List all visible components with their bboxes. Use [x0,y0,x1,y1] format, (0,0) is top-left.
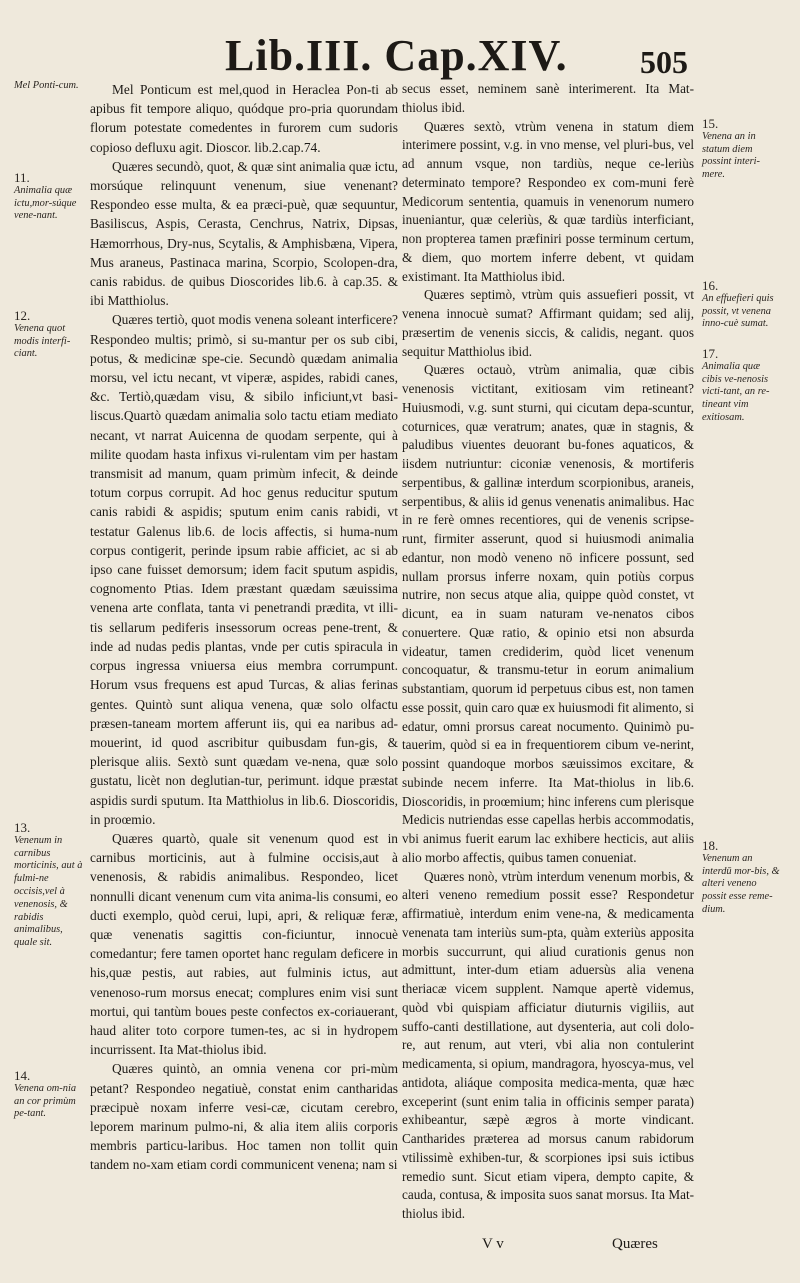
margin-note-right [702,840,782,917]
paragraph: Quæres sextò, vtrùm venena in statum diem interimere possint, v.g. in vno mense, vel pluri-bus, vel ad annum vsque, non tardiùs, neque ce-leriùs determinato tempore? Respondeo ex com-muni ferè Medicorum sententia, quamuis in venenorum numero inueniantur, quæ celeriùs, & quæ tardiùs interficiant, non propterea tamen præfiniri posse terminum certum, & diem, quo mortem inferre debent, vt quidam existimant. Ita Matthiolus ibid. [402,118,694,284]
margin-note-left [14,80,84,93]
page-number: 505 [640,44,688,80]
left-text-column [90,80,398,1175]
paragraph: Mel Ponticum est mel,quod in Heraclea Pon-ti ab apibus fit tempore aliquo, quódque pro-pria quorundam florum potestate comedentes in furorem cum sudoris copioso defluxu agit. Dioscor. lib.2.cap.74. [90,82,398,155]
paragraph: Quæres septimò, vtrùm quis assuefieri possit, vt venena innocuè sumat? Affirmant quidam; sed alij, præsertim de venenis siccis, & calidis, negant. quos sequitur Matthiolus ibid. [402,287,694,359]
margin-note-left [14,822,84,950]
paragraph: Quæres quintò, an omnia venena cor pri-mùm petant? Respondeo negatiuè, constat enim cantharidas præcipuè noxam inferre vesi-cæ, cicutam cerebro, leporem marinum pulmo-ni, & alia item aliis corporis membris particu-laribus. Hoc tamen non tollit quin tandem no-xam etiam cordi communicent venena; nam si [90,1061,398,1173]
margin-note-text: Venena om-nia an cor primùm pe-tant. [14,1082,77,1120]
margin-note-number: 15. [702,116,719,131]
margin-note-number: 16. [702,278,719,293]
margin-note-left [14,172,84,223]
margin-note-number: 14. [14,1068,31,1083]
margin-note-right [702,118,782,182]
margin-note-right [702,280,782,331]
margin-note-number: 17. [702,346,719,361]
running-title: Lib.III. Cap.XIV. [225,31,568,80]
paragraph: Quæres tertiò, quot modis venena soleant interficere? Respondeo multis; primò, si su-mantur per os sub cibi, potus, & medicinæ spe-cie. Secundò quædam animalia morsu, vel ictu necant, vt viperæ, aspides, rabidi canes, &c. Tertiò,quædam visu, & sibilo inficiunt,vt basi-liscus.Quartò quædam animalia solo tactu etiam mediato necant, vt narrat Auicenna de quodam serpente, qui à milite quodam hasta infixus vi-rulentam vim per hastam transmisit ad manum, quam primùm infecit, & deinde totum corpus corrupit. Ad hoc genus reducitur sputum canis rabidi & aspidis; sputum enim canis rabidi, vt testatur Galenus lib.6. de locis affectis, si huma-num corpus contigerit, perinde ipsum rabie afficiet, ac si ab ipso cane fuisset demorsum; idem facit sputum aspidis, cognomento Ptias. Idem præstant quædam sæuissima venena arte conflata, tanta vi penetrandi prædita, vt illi-tis sellarum pediferis insessorum ocreas pene-trent, & inde ad nudas pedis plantas, vnde per cutis spiracula in corpus ingressa vniuersa eius membra corrumpunt. Horum vsus frequens est apud Turcas, & alias ferinas gentes. Quintò sunt aliqua venena, quæ solo olfactu præsen-taneam mortem afferunt iis, qui ea naribus ad-mouerint, id quod ascribitur quibusdam fun-gis, & plerisque aliis. Sextò sunt quædam ve-nena, quæ solo gustatu, licèt non deglutian-tur, perimunt. idque præstat aspidis surdi sputum. Ita Matthiolus in lib.6. Dioscoridis, in proœmio. [90,312,398,827]
margin-note-text: Mel Ponti-cum. [14,80,79,91]
margin-note-text: Venena an in statum diem possint interi-mere. [702,130,761,181]
margin-note-right [702,348,782,425]
paragraph: secus esset, neminem sanè interimerent. Ita Mat-thiolus ibid. [402,81,694,115]
margin-note-number: 18. [702,838,719,853]
margin-note-left [14,310,84,361]
paragraph: Quæres quartò, quale sit venenum quod est in carnibus morticinis, aut à fulmine occisis,aut à venenosis, & rabidis animalibus. Respondeo, licet nonnulli dicant venenum cum vita anima-lis consumi, eo ducti exemplo, quòd cerui, lupi, apri, & reliquæ feræ, quæ venenatis sagittis con-ficiuntur, innocuè comedantur; fere tamen oportet hanc regulam deficere in his,quæ pestis, aut rabies, aut fulminis ictus, aut venenoso-rum morsus enecat; complures enim visi sunt mortui, qui tantùm boues peste confectos ex-coriauerant, haud aliter toto corpore tumen-tes, ac si in hydropem incurrissent. Ita Mat-thiolus ibid. [90,830,398,1058]
margin-note-text: Animalia quæ ictu,mor-súque vene-nant. [14,184,77,222]
margin-note-text: An effuefieri quis possit, vt venena inno-cuè sumat. [702,292,774,330]
margin-note-number: 12. [14,308,31,323]
margin-note-text: Venenum in carnibus morticinis, aut à fulmi-ne occisis,vel à venenosis, & rabidis animalibus, quale sit. [14,834,83,949]
right-text-column [402,80,694,1224]
paragraph: Quæres secundò, quot, & quæ sint animalia quæ ictu, morsúque relinquunt venenum, siue venenant? Respondeo esse multa, & ea præci-puè, quæ sequuntur, Basiliscus, Aspis, Cerasta, Cenchrus, Natrix, Dipsas, Hæmorrhous, Dry-nus, Scytalis, & Amphisbæna, Vipera, Mus araneus, Pastinaca marina, Scorpio, Scolopen-dra, canis rabidus. de quibus Dioscorides lib.6. à cap.35. & ibi Matthiolus. [90,158,399,309]
margin-note-text: Venenum an interdū mor-bis, & alteri veneno possit esse reme-dium. [702,852,780,915]
margin-note-number: 13. [14,820,31,835]
paragraph: Quæres nonò, vtrùm interdum venenum morbis, & alteri veneno remedium possit esse? Respondetur affirmatiuè, interdum enim vene-na, & medicamenta venenata tam interiùs sum-pta, quàm exteriùs apposita morbis succurrunt, qui aliud curationis genus non admittunt, inter-dum etiam aduersùs alia venena theriacæ vicem supplent. Namque apertè videmus, quòd vbi quispiam afficiatur diuturnis vigiliis, aut suffo-canti destillatione, aut dysenteria, aut coli dolo-re, aut renum, aut vteri, vbi alia non contulerint medicamenta, si opium, mandragora, hyoscya-mus, vel antidota, aliáque composita medica-menta, quæ hæc exceperint (sunt enim talia in officinis semper parata) exhibeantur, sæpè ægros à morte vindicant. Cantharides præterea ad morsus canum rabidorum vtilissimè exhiben-tur, & scorpiones ipsi suis ictibus remedio sunt. Sicut etiam vipera, dempto capite, & cauda, contusa, & imposita suos sanat morsus. Ita Mat-thiolus ibid. [402,868,694,1221]
margin-note-left [14,1070,84,1121]
catchword: Quæres [612,1236,658,1252]
signature-mark: V v [482,1236,504,1252]
margin-note-number: 11. [14,170,30,185]
paragraph: Quæres octauò, vtrùm animalia, quæ cibis venenosis victitant, exitiosam vim retineant? Huiusmodi, v.g. sunt sturni, qui cicutam depa-scuntur, coturnices, quæ veratrum; anates, quæ in stagnis, & paludibus viuentes deuorant bu-fones aquaticos, & iisdem nutriuntur: ciconiæ venenosis, & mortiferis serpentibus, & gallinæ interdum scorpionibus, araneis, serpentibus, & aliis id genus venenatis animalibus. Hac in re ferè omnes recentiores, qui de venenis scripse-runt, firmiter asserunt, quod si huiusmodi animalia edantur, non modò veneno nō inficere possunt, sed nullam prorsus inferre noxam, quin potiùs corpus nutrire, non secus atque alia, quippe quòd constet, vt dicunt, ea in suam naturam ve-nenatos cibos conuertere. Quæ ratio, & opinio etsi non absurda videatur, tamen crediderim, quòd licet venenum concoquatur, & transmu-tetur in eorum animalium substantiam, quorum id perpetuus cibus est, non tamen esse possit, quin caro quæ ex huiusmodi fit alimento, si edatur, omni prorsus careat nocumento. Quinimò pu-tauerim, quòd si ea in frequentiorem cibum ve-nerint, possint quandoque morbos sæuissimos excitare, & subinde necem inferre. Ita Mat-thiolus in lib.6. Dioscoridis, in proœmium; hinc inferens cum plerisque Medicis nutriendas esse capellas herbis accommodatis, vbi animus fuerit earum lac exhibere hecticis, aut aliis alio morbo affectis, quibus tamen conueniat. [402,362,694,865]
margin-note-text: Animalia quæ cibis ve-nenosis victi-tant, an re-tineant vim exitiosam. [702,360,770,423]
margin-note-text: Venena quot modis interfi-ciant. [14,322,71,360]
